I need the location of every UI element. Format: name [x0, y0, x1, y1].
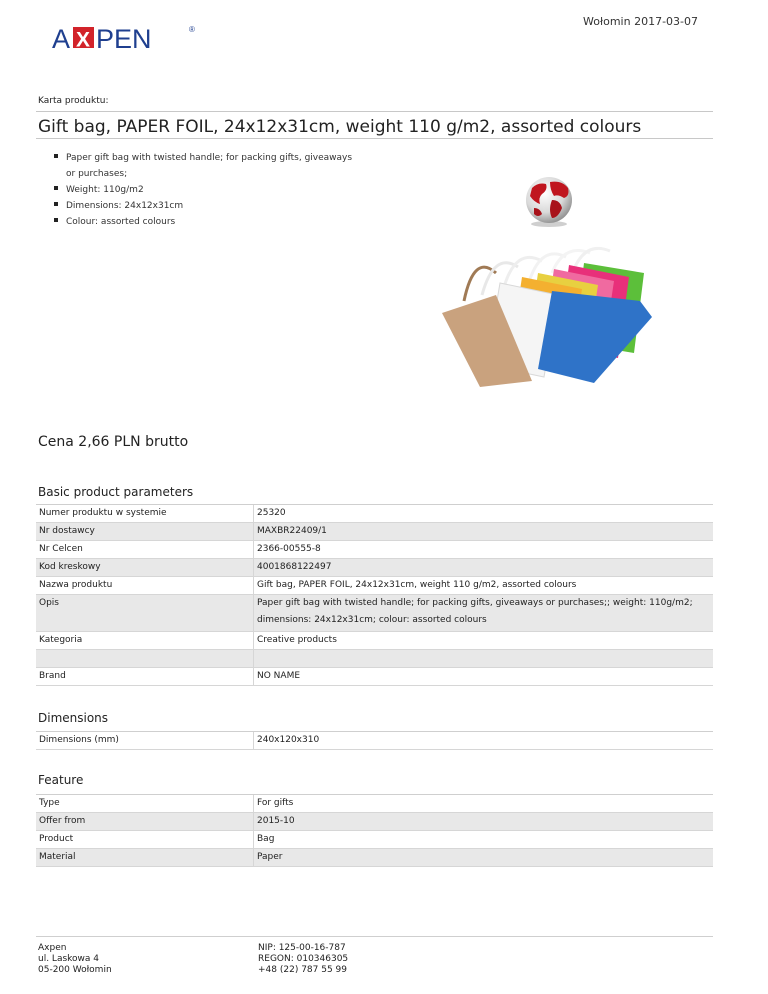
param-key: Offer from	[36, 813, 254, 831]
section-title-basic: Basic product parameters	[38, 485, 194, 499]
footer-nip: NIP: 125-00-16-787	[258, 943, 346, 953]
param-value: Paper gift bag with twisted handle; for packing gifts, giveaways or purchases;; weight: 110g/m2;	[257, 598, 693, 608]
param-value: Paper	[254, 849, 714, 867]
param-value: 4001868122497	[254, 559, 714, 577]
footer-city: 05-200 Wołomin	[38, 965, 112, 975]
param-value: 2366-00555-8	[254, 541, 714, 559]
param-value: NO NAME	[254, 668, 714, 686]
param-key: Dimensions (mm)	[36, 732, 254, 750]
product-bullets	[52, 150, 362, 230]
table-row	[36, 650, 713, 668]
table-row	[36, 813, 713, 831]
feature-table	[36, 795, 713, 867]
section-title-feature: Feature	[38, 773, 84, 787]
gift-bags-image	[434, 243, 660, 388]
footer-regon: REGON: 010346305	[258, 954, 349, 964]
footer-street: ul. Laskowa 4	[38, 954, 100, 964]
table-row	[36, 668, 713, 686]
param-key: Material	[36, 849, 254, 867]
section-title-dimensions: Dimensions	[38, 711, 109, 725]
table-row	[36, 577, 713, 595]
param-value: For gifts	[254, 795, 714, 813]
document-date: Wołomin 2017-03-07	[583, 15, 698, 28]
table-row	[36, 541, 713, 559]
param-key: Type	[36, 795, 254, 813]
param-value: Bag	[254, 831, 714, 849]
table-row	[36, 559, 713, 577]
table-row	[36, 795, 713, 813]
footer-company: Axpen	[38, 943, 67, 953]
param-value: 240x120x310	[254, 732, 714, 750]
product-title: Gift bag, PAPER FOIL, 24x12x31cm, weight 110 g/m2, assorted colours	[38, 117, 642, 137]
logo-registered-mark: ®	[189, 25, 195, 34]
table-row	[36, 632, 713, 650]
globe-icon	[518, 174, 580, 228]
param-value-continued: dimensions: 24x12x31cm; colour: assorted colours	[257, 615, 487, 625]
param-value	[254, 650, 714, 668]
param-key: Nazwa produktu	[36, 577, 254, 595]
param-value: 2015-10	[254, 813, 714, 831]
param-key: Product	[36, 831, 254, 849]
table-row	[36, 849, 713, 867]
table-row	[36, 831, 713, 849]
param-value: Gift bag, PAPER FOIL, 24x12x31cm, weight 110 g/m2, assorted colours	[254, 577, 714, 595]
dimensions-table	[36, 732, 713, 750]
table-row	[36, 595, 713, 632]
logo-letters-pen: PEN	[96, 24, 152, 54]
param-value: 25320	[254, 505, 714, 523]
table-row	[36, 505, 713, 523]
footer-phone: +48 (22) 787 55 99	[258, 965, 347, 975]
karta-label: Karta produktu:	[38, 96, 109, 106]
title-top-rule	[36, 111, 713, 112]
param-key: Numer produktu w systemie	[36, 505, 254, 523]
axpen-logo	[52, 22, 202, 54]
param-value: MAXBR22409/1	[254, 523, 714, 541]
table-row	[36, 732, 713, 750]
logo-letter-a: A	[52, 24, 71, 54]
logo-letter-x: X	[76, 28, 91, 52]
param-key: Nr Celcen	[36, 541, 254, 559]
param-key: Brand	[36, 668, 254, 686]
table-row	[36, 523, 713, 541]
bullet-item: Paper gift bag with twisted handle; for packing gifts, giveaways or purchases;	[52, 150, 362, 182]
param-key: Kategoria	[36, 632, 254, 650]
basic-parameters-table	[36, 505, 713, 686]
param-key: Opis	[36, 595, 254, 632]
bullet-item: Colour: assorted colours	[52, 214, 362, 230]
param-key: Kod kreskowy	[36, 559, 254, 577]
param-key: Nr dostawcy	[36, 523, 254, 541]
price-label: Cena 2,66 PLN brutto	[38, 434, 189, 450]
bullet-item: Weight: 110g/m2	[52, 182, 362, 198]
footer-address	[38, 943, 112, 976]
bullet-item: Dimensions: 24x12x31cm	[52, 198, 362, 214]
footer-rule	[36, 936, 713, 937]
param-key	[36, 650, 254, 668]
footer-registration	[258, 943, 348, 976]
param-value: Creative products	[254, 632, 714, 650]
title-bottom-rule	[36, 138, 713, 139]
